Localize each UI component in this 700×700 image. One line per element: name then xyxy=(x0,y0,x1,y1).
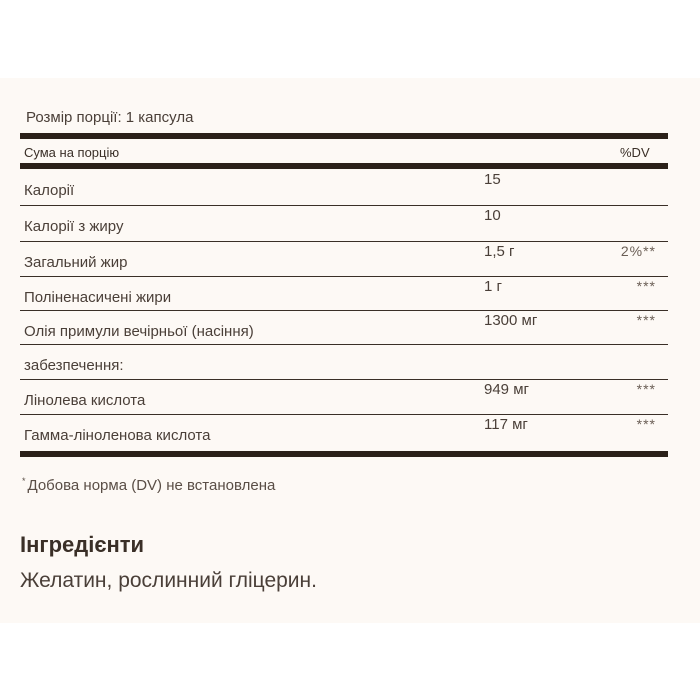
nutrient-row xyxy=(20,241,668,277)
nutrient-row xyxy=(20,344,668,380)
nutrient-amount: 1 г xyxy=(484,278,502,295)
footnote-text: Добова норма (DV) не встановлена xyxy=(27,477,276,494)
nutrient-name: Поліненасичені жири xyxy=(24,289,172,306)
nutrient-name: Гамма-ліноленова кислота xyxy=(24,427,211,444)
nutrient-dv: *** xyxy=(636,416,656,432)
nutrient-amount: 10 xyxy=(484,207,501,224)
nutrient-amount: 15 xyxy=(484,171,501,188)
header-amount-per-serving: Сума на порцію xyxy=(24,145,120,160)
ingredients-text: Желатин, рослинний гліцерин. xyxy=(20,569,317,592)
nutrient-dv: 2%** xyxy=(620,243,656,259)
nutrient-name: Лінолева кислота xyxy=(24,392,146,409)
footnote-marker: * xyxy=(22,476,26,486)
ingredients-title: Інгредієнти xyxy=(20,532,145,557)
nutrient-row xyxy=(20,169,668,205)
nutrient-name: Калорії xyxy=(24,182,75,199)
nutrient-name: Калорії з жиру xyxy=(24,218,124,235)
nutrient-row xyxy=(20,414,668,450)
nutrient-name: забезпечення: xyxy=(24,357,124,374)
nutrient-amount: 1300 мг xyxy=(484,312,538,329)
nutrient-amount: 949 мг xyxy=(484,381,529,398)
nutrient-amount: 117 мг xyxy=(484,416,528,433)
nutrient-row xyxy=(20,379,668,415)
nutrient-dv: *** xyxy=(636,312,656,328)
nutrient-row xyxy=(20,276,668,312)
serving-size: Розмір порції: 1 капсула xyxy=(26,109,194,126)
nutrient-row xyxy=(20,205,668,241)
bottom-thick-rule xyxy=(20,451,668,457)
nutrient-name: Олія примули вечірньої (насіння) xyxy=(24,323,254,340)
nutrient-dv: *** xyxy=(636,278,656,294)
dv-footnote xyxy=(22,476,275,494)
nutrient-amount: 1,5 г xyxy=(484,243,515,260)
nutrient-name: Загальний жир xyxy=(24,254,128,271)
top-thick-rule xyxy=(20,133,668,139)
nutrient-dv: *** xyxy=(636,381,656,397)
nutrient-row xyxy=(20,310,668,346)
header-dv: %DV xyxy=(620,145,650,160)
